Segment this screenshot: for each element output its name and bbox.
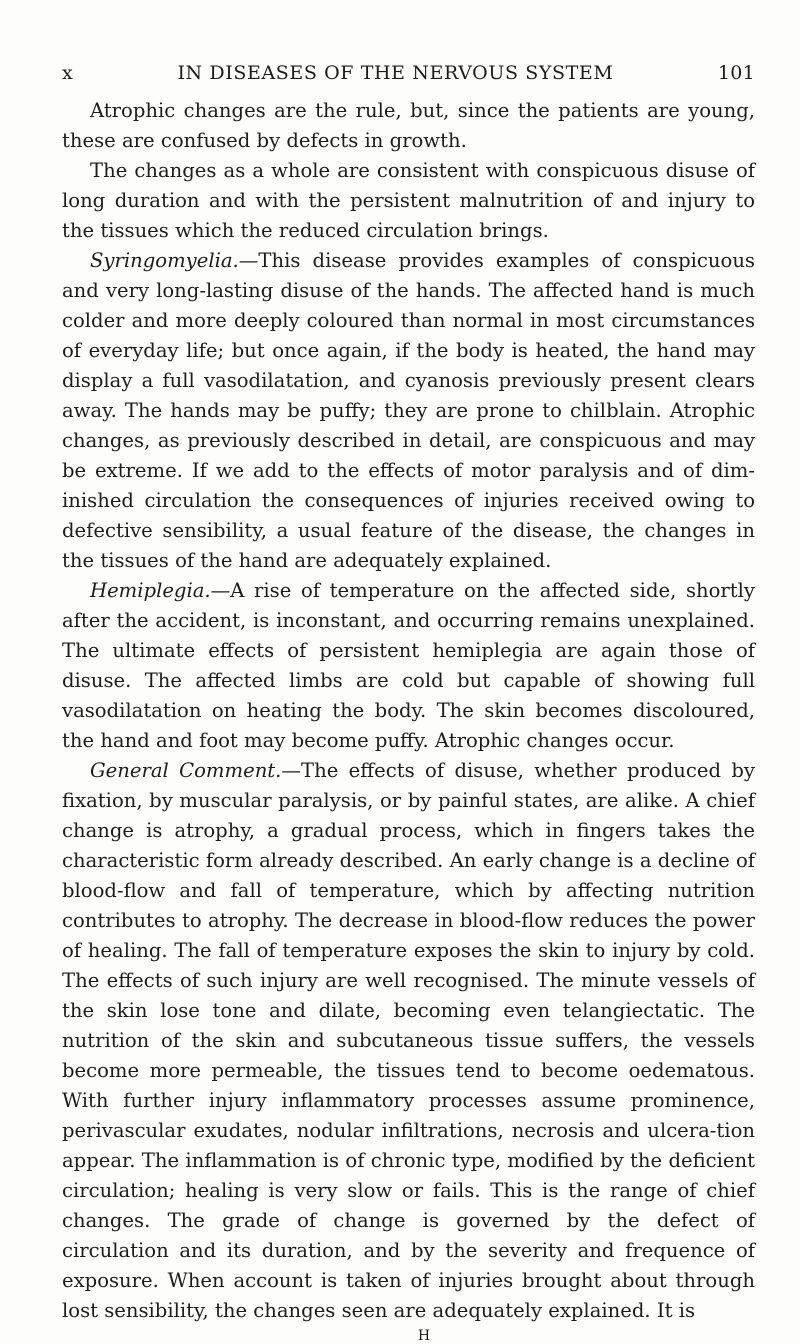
paragraph [62,156,755,246]
paragraph-text: The changes as a whole are consistent with conspicuous disuse of long duration and with the persistent malnutrition of and injury to the tissues which the reduced circulation brings. [62,159,755,242]
paragraph-lead: Syringomyelia. [90,249,239,272]
paragraph-text: —This disease provides examples of conspicuous and very long-lasting disuse of the hands. The affected hand is much colder and more deeply coloured than normal in most circumstances of everyday life; but once again, if the body is heated, the hand may display a full vasodilatation, and cyanosis previously present clears away. The hands may be puffy; they are prone to chilblain. Atrophic changes, as previously described in detail, are conspicuous and may be extreme. If we add to the effects of motor paralysis and of dim-inished circulation the consequences of injuries received owing to defective sensibility, a usual feature of the disease, the changes in the tissues of the hand are adequately explained. [62,249,755,572]
signature-mark: H [417,1328,432,1344]
paragraph [62,756,755,1326]
book-page [62,62,755,1344]
paragraph-text: —A rise of temperature on the affected side, shortly after the accident, is inconstant, and occurring remains unexplained. The ultimate effects of persistent hemiplegia are again those of disuse. The affected limbs are cold but capable of showing full vasodilatation on heating the body. The skin becomes discoloured, the hand and foot may become puffy. Atrophic changes occur. [62,579,755,752]
paragraph [62,96,755,156]
paragraph-text: —The effects of disuse, whether produced by fixation, by muscular paralysis, or by painful states, are alike. A chief change is atrophy, a gradual process, which in fingers takes the characteristic form already described. An early change is a decline of blood-flow and fall of temperature, which by affecting nutrition contributes to atrophy. The decrease in blood-flow reduces the power of healing. The fall of temperature exposes the skin to injury by cold. The effects of such injury are well recognised. The minute vessels of the skin lose tone and dilate, becoming even telangiectatic. The nutrition of the skin and subcutaneous tissue suffers, the vessels become more permeable, the tissues tend to become oedematous. With further injury inflammatory processes assume prominence, perivascular exudates, nodular infiltrations, necrosis and ulcera-tion appear. The inflammation is of chronic type, modified by the deficient circulation; healing is very slow or fails. This is the range of chief changes. The grade of change is governed by the defect of circulation and its duration, and by the severity and frequence of exposure. When account is taken of injuries brought about through lost sensibility, the changes seen are adequately explained. It is [62,759,755,1322]
running-title: IN DISEASES OF THE NERVOUS SYSTEM [177,62,614,84]
chapter-number: x [62,62,74,84]
paragraph [62,576,755,756]
paragraph [62,246,755,576]
paragraph-lead: Hemiplegia. [90,579,211,602]
body-text [62,96,755,1326]
paragraph-lead: General Comment. [90,759,282,782]
paragraph-text: Atrophic changes are the rule, but, since the patients are young, these are confused by defects in growth. [62,99,755,152]
running-head [62,62,755,96]
page-number: 101 [717,62,755,84]
